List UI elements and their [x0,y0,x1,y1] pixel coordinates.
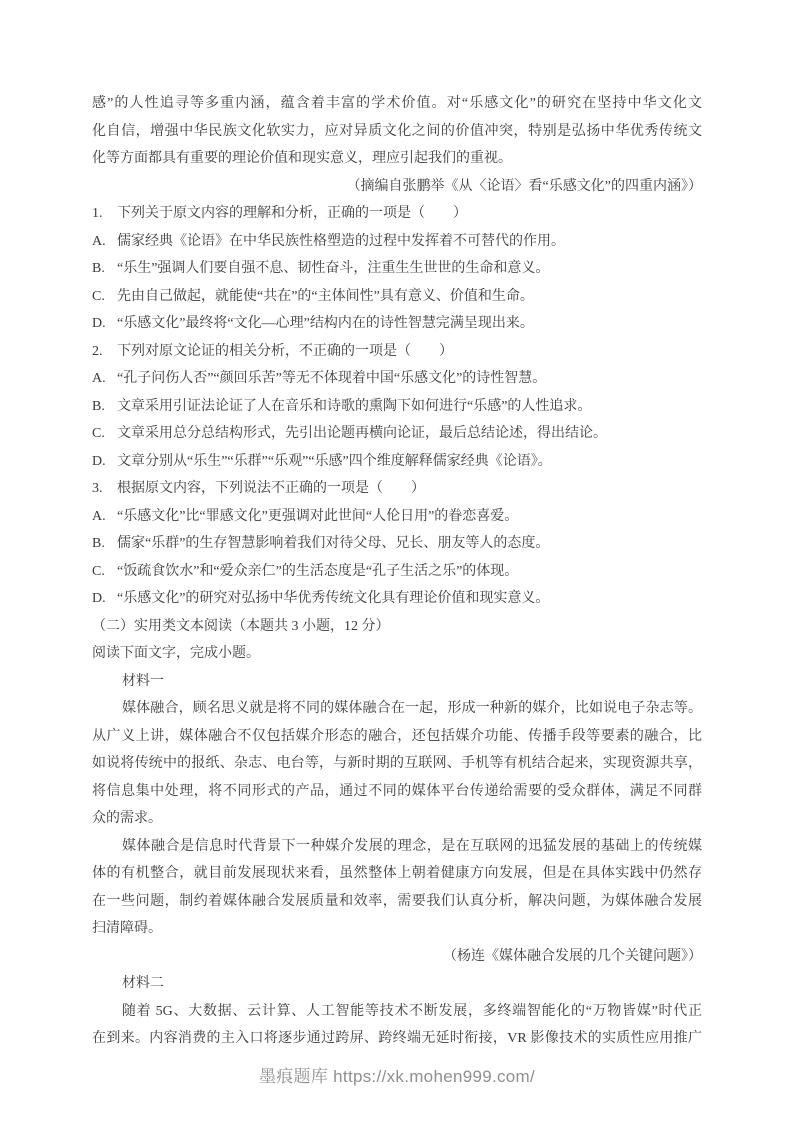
question-number: 1. [92,206,103,221]
question-number: 2. [92,343,103,359]
material-line: 将信息集中处理，将不同形式的产品，通过不同的媒体平台传递给需要的受众群体，满足不同群 [92,783,702,799]
question-stem-row [92,475,702,503]
option-label: D. [92,453,106,469]
option-text: 文章分别从“乐生”“乐群”“乐观”“乐感”四个维度解释儒家经典《论语》。 [117,453,552,469]
option-row [92,310,702,338]
option-label: B. [92,536,105,551]
option-text: “乐感文化”比“罪感文化”更强调对此世间“人伦日用”的眷恋喜爱。 [117,508,519,524]
option-label: B. [92,261,105,276]
material-line: 在一些问题，制约着媒体融合发展质量和效率，需要我们认真分析，解决问题，为媒体融合发展 [92,893,702,909]
question-stem: 根据原文内容，下列说法不正确的一项是（ ） [117,481,425,496]
material-title: 材料一 [122,673,164,689]
material-line: 媒体融合是信息时代背景下一种媒介发展的理念，是在互联网的迅猛发展的基础上的传统媒 [122,838,702,854]
passage-line: 化自信，增强中华民族文化软实力，应对异质文化之间的价值冲突，特别是弘扬中华优秀传统文 [92,123,702,139]
question-stem: 下列关于原文内容的理解和分析，正确的一项是（ ） [117,206,467,221]
material-line: 扫清障碍。 [92,921,162,936]
passage-line: 感”的人性追寻等多重内涵，蕴含着丰富的学术价值。对“乐感文化”的研究在坚持中华文化文 [92,96,702,111]
option-text: “乐感文化”的研究对弘扬中华优秀传统文化具有理论价值和现实意义。 [117,591,550,606]
option-row [92,558,702,586]
reading-instruction: 阅读下面文字，完成小题。 [92,646,260,661]
option-label: D. [92,591,106,606]
option-row [92,448,702,476]
material-line: 媒体融合，顾名思义就是将不同的媒体融合在一起，形成一种新的媒介，比如说电子杂志等。 [122,701,702,716]
option-text: 文章采用总分总结构形式，先引出论题再横向论证，最后总结论述，得出结论。 [117,426,607,441]
passage-attribution: （摘编自张鹏举《从〈论语〉看“乐感文化”的四重内涵》） [346,178,702,194]
option-label: C. [92,426,105,441]
option-text: “饭疏食饮水”和“爱众亲仁”的生活态度是“孔子生活之乐”的体现。 [117,563,519,579]
option-text: 儒家“乐群”的生存智慧影响着我们对待父母、兄长、朋友等人的态度。 [117,536,550,551]
question-number: 3. [92,481,103,496]
option-label: A. [92,371,106,386]
option-row [92,530,702,558]
material-line: 在到来。内容消费的主入口将逐步通过跨屏、跨终端无延时衔接，VR 影像技术的实质性应用推广 [92,1031,702,1046]
passage-line: 化等方面都具有重要的理论价值和现实意义，理应引起我们的重视。 [92,151,512,166]
option-row [92,255,702,283]
option-label: C. [92,288,105,304]
option-text: 文章采用引证法论证了人在音乐和诗歌的熏陶下如何进行“乐感”的人性追求。 [117,398,592,414]
option-label: A. [92,508,106,524]
material-line: 如说将传统中的报纸、杂志、电台等，与新时期的互联网、手机等有机结合起来，实现资源共享， [92,756,702,771]
material-line: 随着 5G、大数据、云计算、人工智能等技术不断发展，多终端智能化的“万物皆媒”时代正 [122,1003,702,1019]
option-label: C. [92,563,105,579]
material-title: 材料二 [122,976,164,991]
option-row [92,420,702,448]
document-body [92,90,702,1053]
option-row [92,365,702,393]
option-row [92,393,702,421]
material-attribution: （杨连《媒体融合发展的几个关键问题》） [443,948,702,964]
option-text: “孔子问伤人否”“颜回乐苦”等无不体现着中国“乐感文化”的诗性智慧。 [117,371,547,386]
material-line: 体的有机整合，就目前发展现状来看，虽然整体上朝着健康方向发展，但是在具体实践中仍然存 [92,866,702,881]
material-line: 众的需求。 [92,811,162,826]
option-row [92,228,702,256]
question-stem-row [92,200,702,228]
option-text: “乐感文化”最终将“文化—心理”结构内在的诗性智慧完满呈现出来。 [117,316,534,331]
question-stem-row [92,338,702,366]
option-row [92,283,702,311]
option-label: D. [92,316,106,331]
question-stem: 下列对原文论证的相关分析，不正确的一项是（ ） [117,343,453,359]
option-label: A. [92,233,106,249]
option-row [92,585,702,613]
option-text: “乐生”强调人们要自强不息、韧性奋斗，注重生生世世的生命和意义。 [117,261,550,276]
option-text: 儒家经典《论语》在中华民族性格塑造的过程中发挥着不可替代的作用。 [117,233,565,249]
option-label: B. [92,398,105,414]
material-line: 从广义上讲，媒体融合不仅包括媒介形态的融合，还包括媒介功能、传播手段等要素的融合，比 [92,728,702,744]
section-heading: （二）实用类文本阅读（本题共 3 小题，12 分） [92,618,390,634]
option-row [92,503,702,531]
footer-watermark-link[interactable]: 墨痕题库 https://xk.mohen999.com/ [258,1067,536,1086]
option-text: 先由自己做起，就能使“共在”的“主体间性”具有意义、价值和生命。 [117,288,534,304]
